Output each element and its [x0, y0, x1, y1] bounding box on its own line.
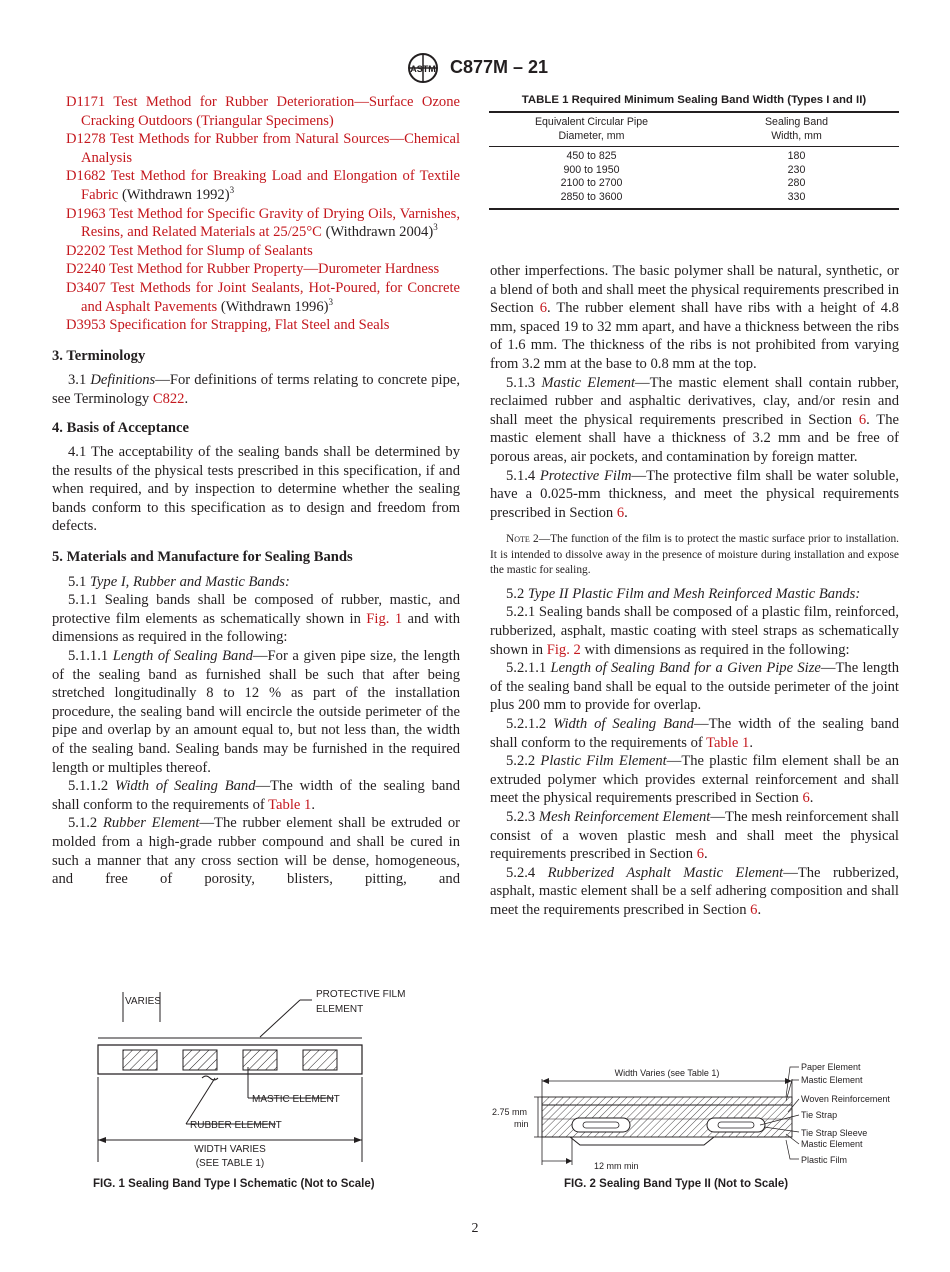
table-1-title: TABLE 1 Required Minimum Sealing Band Width (Types I and II) — [521, 94, 867, 106]
footnote-mark: 3 — [229, 185, 235, 196]
footnote-mark: 3 — [328, 296, 333, 307]
ref-d1682 — [66, 167, 460, 204]
section-4-heading: 4. Basis of Acceptance — [52, 419, 190, 436]
label-thickness: 2.75 mm — [492, 1107, 528, 1117]
ref-title[interactable]: Test Method for Breaking Load and Elongation of Textile Fabric — [81, 168, 460, 203]
column-header-width: Sealing Band Width, mm — [764, 116, 829, 142]
ref-d3953 — [66, 316, 460, 335]
link-section-6[interactable]: 6 — [858, 411, 867, 428]
ref-withdrawn: (Withdrawn 2004) — [321, 224, 434, 241]
para-5-1-1-2: 5.1.1.2 Width of Sealing Band—The width of the sealing band shall conform to the requirements of Table 1. — [52, 778, 460, 813]
table-row: 900 to 1950 230 — [563, 163, 806, 176]
table-header-row — [489, 112, 899, 147]
ref-withdrawn: (Withdrawn 1992) — [118, 186, 230, 203]
ref-code-link[interactable]: D1171 — [66, 94, 106, 110]
ref-title[interactable]: Test Method for Rubber Deterioration—Surface Ozone Cracking Outdoors (Triangular Specimens) — [81, 94, 460, 129]
ref-d2202 — [66, 242, 460, 261]
link-fig-2[interactable]: Fig. 2 — [546, 641, 581, 658]
label-varies: VARIES — [125, 996, 161, 1007]
label-tie-strap-sleeve: Tie Strap Sleeve — [801, 1128, 868, 1138]
table-1 — [489, 94, 899, 210]
right-column — [490, 262, 899, 920]
figure-1-schematic — [90, 982, 406, 1177]
label-see-table-1: (SEE TABLE 1) — [195, 1158, 265, 1169]
para-5-2-3: 5.2.3 Mesh Reinforcement Element—The mesh reinforcement shall consist of a woven plastic mesh and shall meet the physical requirements prescribed in Section 6. — [490, 808, 900, 863]
link-section-6[interactable]: 6 — [750, 901, 758, 918]
ref-withdrawn: (Withdrawn 1996) — [217, 298, 329, 315]
para-5-1-3: 5.1.3 Mastic Element—The mastic element shall contain rubber, reclaimed rubber and asphaltic derivatives, clay, and/or resin and shall meet the physical requirements prescribed in Section 6. The mastic element shall have a thickness of 3.2 mm and be free of porous areas, air pockets, and contamination by foreign matter. — [490, 374, 899, 465]
label-mastic-element: MASTIC ELEMENT — [252, 1094, 340, 1105]
ref-d1963 — [66, 205, 460, 242]
link-table-1[interactable]: Table 1 — [268, 796, 312, 813]
para-5-1-2: 5.1.2 Rubber Element—The rubber element shall be extruded or molded from a high-grade rubber compound and shall be cured in such a manner that any cross section will be dense, homogeneous, and free of porosity, blisters, pitting, and — [52, 815, 460, 888]
section-3-heading: 3. Terminology — [52, 347, 146, 364]
label-plastic-film: Plastic Film — [801, 1155, 848, 1165]
ref-title[interactable]: Test Method for Rubber Property—Durometer Hardness — [109, 261, 440, 278]
ref-code-link[interactable]: D2202 — [66, 242, 106, 259]
ref-code-link[interactable]: D1278 — [66, 131, 106, 148]
para-5-2-1-2: 5.2.1.2 Width of Sealing Band—The width of the sealing band shall conform to the requirements of Table 1. — [490, 715, 899, 751]
para-4-1: 4.1 The acceptability of the sealing bands shall be determined by the results of the physical tests prescribed in this specification, if and when required, and by inspection to determine whether the sealing bands conform to this specification as to design and freedom from defects. — [52, 444, 460, 535]
link-section-6[interactable]: 6 — [802, 790, 810, 807]
para-5-1-4: 5.1.4 Protective Film—The protective film shall be water soluble, have a 0.025-mm thickness, and meet the physical requirements prescribed in Section 6. — [490, 467, 899, 521]
para-5-2-1: 5.2.1 Sealing bands shall be composed of a plastic film, reinforced, rubberized, asphalt, mastic coating with steel straps as schematically shown in Fig. 2 with dimensions as required in the following: — [490, 604, 899, 658]
ref-code-link[interactable]: D1682 — [66, 168, 106, 185]
ref-code-link[interactable]: D3407 — [66, 279, 106, 296]
ref-d2240 — [66, 260, 460, 279]
para-5-2-2: 5.2.2 Plastic Film Element—The plastic film element shall be an extruded polymer which provides external reinforcement and shall meet the physical requirements prescribed in Section 6. — [490, 753, 899, 807]
para-5-2-1-1: 5.2.1.1 Length of Sealing Band for a Given Pipe Size—The length of the sealing band shall be equal to the outside perimeter of the joint plus 200 mm to provide for overlap. — [490, 660, 899, 714]
label-woven-reinforcement: Woven Reinforcement — [801, 1094, 890, 1104]
label-film-element: ELEMENT — [316, 1004, 364, 1015]
link-table-1[interactable]: Table 1 — [706, 734, 750, 751]
label-mastic-element-bottom: Mastic Element — [801, 1139, 863, 1149]
figure-1-caption: FIG. 1 Sealing Band Type I Schematic (Not to Scale) — [93, 1178, 375, 1190]
designation: C877M – 21 — [450, 57, 549, 77]
label-12mm-min: 12 mm min — [594, 1161, 639, 1171]
link-fig-1[interactable]: Fig. 1 — [366, 610, 403, 627]
astm-logo-text: ASTM — [410, 64, 436, 74]
label-tie-strap: Tie Strap — [801, 1110, 838, 1120]
label-protective-film: PROTECTIVE FILM — [316, 989, 406, 1000]
ref-title[interactable]: Test Methods for Joint Sealants, Hot-Poured, for Concrete and Asphalt Pavements — [81, 279, 460, 315]
link-section-6[interactable]: 6 — [696, 846, 704, 863]
label-width-varies: Width Varies (see Table 1) — [614, 1068, 720, 1078]
ref-title[interactable]: Specification for Strapping, Flat Steel and Seals — [109, 317, 390, 334]
para-5-2: 5.2 Type II Plastic Film and Mesh Reinforced Mastic Bands: — [506, 585, 861, 602]
table-row: 2850 to 3600 330 — [560, 190, 806, 203]
label-thickness-min: min — [514, 1119, 529, 1129]
label-width-varies: WIDTH VARIES — [194, 1144, 266, 1155]
link-c822[interactable]: C822 — [152, 390, 185, 407]
referenced-documents-list — [52, 93, 460, 335]
label-paper-element: Paper Element — [801, 1062, 861, 1072]
para-5-1-1: 5.1.1 Sealing bands shall be composed of rubber, mastic, and protective film elements as schematically shown in Fig. 1 and with dimensions as required in the following: — [52, 592, 460, 646]
footnote-mark: 3 — [433, 222, 438, 233]
para-5-1-1-1: 5.1.1.1 Length of Sealing Band—For a given pipe size, the length of the sealing band as furnished shall be such that after being stretched longitudinally 8 to 12 % as part of the installation procedure, the sealing band will encircle the outside perimeter of the pipe and overlap by an amount equal to, but not less than, the width of the sealing band. Sealing bands may be furnished in the required length or multiples thereof. — [52, 648, 460, 776]
left-column — [52, 93, 460, 889]
label-mastic-element-top: Mastic Element — [801, 1075, 863, 1085]
link-section-6[interactable]: 6 — [539, 300, 548, 317]
ref-code-link[interactable]: D1963 — [66, 205, 106, 222]
astm-logo — [404, 52, 442, 84]
note-2: Note 2—The function of the film is to protect the mastic surface prior to installation. It is intended to dissolve away in the presence of moisture during installation and expose the mastic for sealing. — [490, 533, 899, 577]
figure-2-caption: FIG. 2 Sealing Band Type II (Not to Scale) — [564, 1178, 789, 1190]
ref-d3407 — [66, 279, 460, 316]
ref-code-link[interactable]: D2240 — [66, 261, 106, 278]
link-section-6[interactable]: 6 — [616, 504, 625, 521]
table-row: 2100 to 2700 280 — [560, 177, 806, 190]
para-3-1: 3.1 Definitions—For definitions of terms relating to concrete pipe, see Terminology C822. — [52, 372, 460, 407]
ref-title[interactable]: Test Method for Slump of Sealants — [109, 242, 313, 259]
ref-d1278 — [66, 130, 460, 167]
page-number: 2 — [471, 1221, 479, 1236]
para-5-2-4: 5.2.4 Rubberized Asphalt Mastic Element—The rubberized, asphalt, mastic element shall be a self adhering composition and shall meet the requirements prescribed in Section 6. — [490, 864, 900, 918]
para-5-1-2-continued: other imperfections. The basic polymer shall be natural, synthetic, or a blend of both and shall meet the physical requirements prescribed in Section 6. The rubber element shall have ribs with a height of 4.8 mm, spaced 19 to 32 mm apart, and have a thickness between the ribs of 1.6 mm. The thickness of the ribs is not prohibited from varying from 3.2 mm at the base to 0.8 mm at the top. — [490, 263, 899, 372]
column-header-diameter: Equivalent Circular Pipe Diameter, mm — [534, 116, 649, 142]
ref-title[interactable]: Test Methods for Rubber from Natural Sources—Chemical Analysis — [81, 131, 461, 166]
figure-2-schematic — [490, 1057, 900, 1175]
ref-d1171 — [66, 93, 460, 130]
ref-title[interactable]: Test Method for Specific Gravity of Drying Oils, Varnishes, Resins, and Related Materials at 25/25°C — [81, 205, 460, 241]
section-5-heading: 5. Materials and Manufacture for Sealing Bands — [52, 549, 353, 566]
table-row: 450 to 825 180 — [566, 150, 806, 163]
para-5-1: 5.1 Type I, Rubber and Mastic Bands: — [68, 573, 290, 590]
page-header — [404, 52, 564, 84]
ref-code-link[interactable]: D3953 — [66, 317, 106, 334]
label-rubber-element: RUBBER ELEMENT — [190, 1120, 282, 1131]
